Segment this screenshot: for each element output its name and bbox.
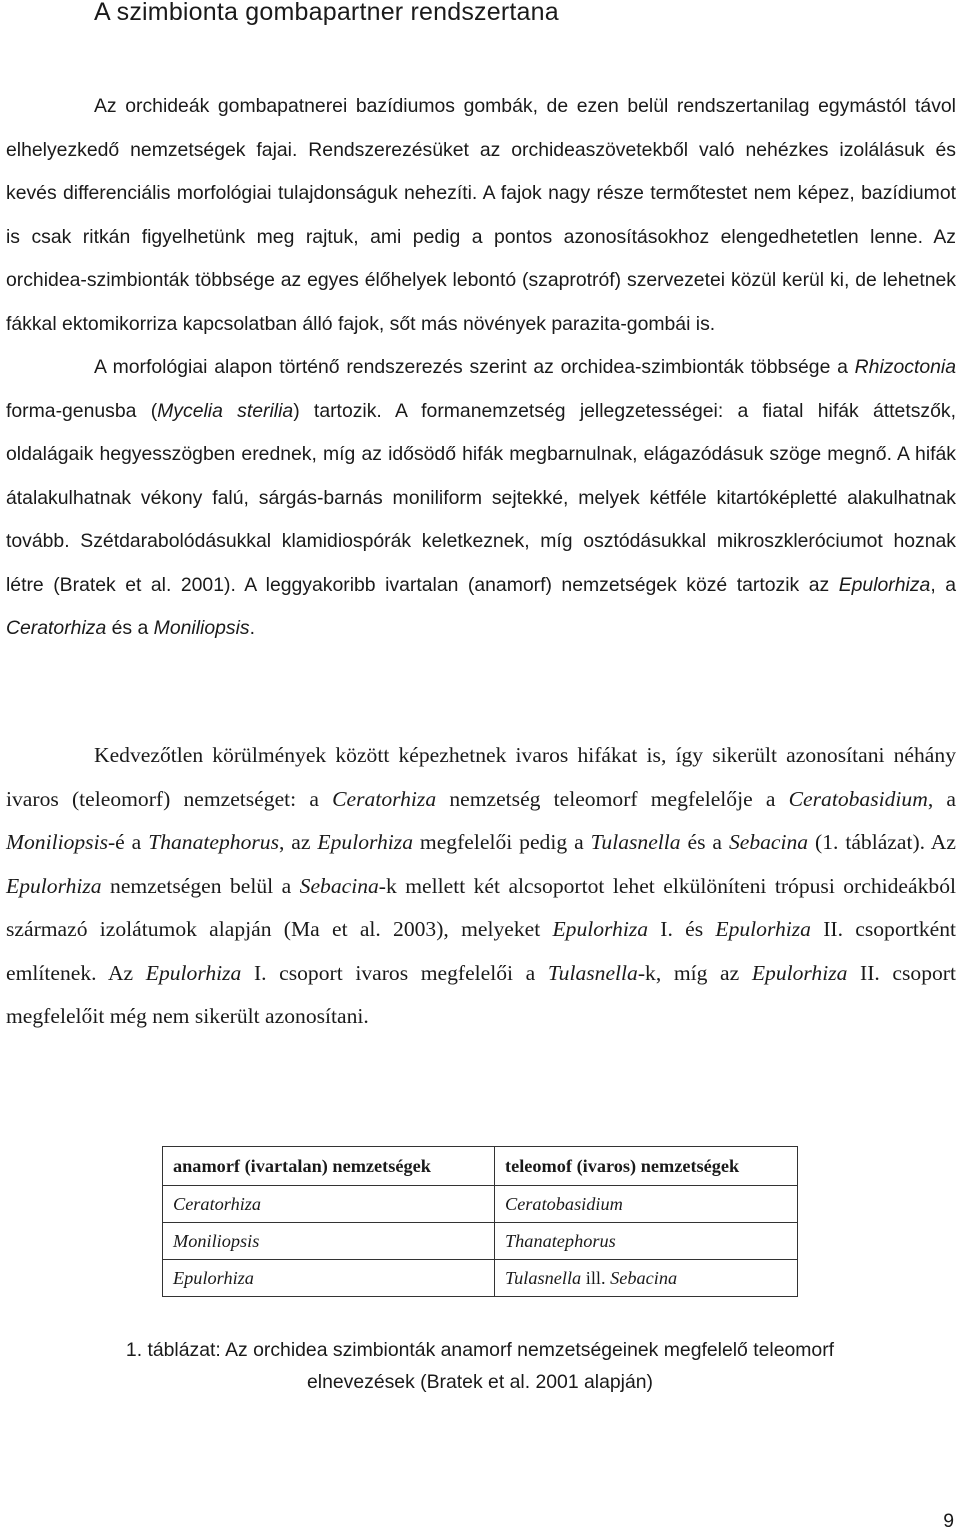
genera-table (162, 1146, 798, 1297)
genus-name: Sebacina (728, 830, 809, 854)
page-number: 9 (943, 1510, 954, 1532)
genus-name: Epulorhiza (173, 1267, 254, 1288)
genus-name: Moniliopsis (153, 617, 250, 639)
body-text-serif (6, 734, 956, 1039)
text-run: , a (927, 786, 956, 811)
genus-name: Epulorhiza (317, 830, 413, 854)
genus-name: Epulorhiza (145, 960, 242, 985)
table-header-row (163, 1147, 798, 1186)
text-run: (1. táblázat). Az (808, 830, 956, 854)
paragraph-2 (6, 346, 956, 651)
text-run: nemzetségen belül a (101, 873, 300, 898)
genus-name: Ceratorhiza (173, 1193, 262, 1214)
paragraph-3 (6, 734, 956, 1039)
table-row (163, 1223, 798, 1260)
genus-name: Thanatephorus (505, 1230, 616, 1251)
text-run: . (249, 617, 255, 639)
genus-name: Epulorhiza (6, 873, 102, 898)
text-run: II. csoport megfelelőit még nem sikerült azonosítani. (6, 960, 956, 1028)
text-run: -é a (107, 830, 149, 854)
cell-teleomorph (495, 1223, 798, 1260)
genus-name: Ceratobasidium (505, 1193, 623, 1214)
table-caption (0, 1334, 960, 1398)
text-run: A morfológiai alapon történő rendszerezés szerint az orchidea-szimbionták többsége a (94, 356, 855, 378)
text-run: Kedvezőtlen körülmények között képezhetnek ivaros hifákat is, így sikerült azonosítani néhány ivaros (teleomorf) nemzetséget: a (6, 743, 956, 811)
text-run: , az (278, 830, 318, 854)
cell-teleomorph (495, 1186, 798, 1223)
section-title: A szimbionta gombapartner rendszertana (94, 0, 559, 26)
genus-name: Ceratorhiza (332, 786, 437, 811)
header-anamorph: anamorf (ivartalan) nemzetségek (163, 1147, 495, 1186)
text-run: ) tartozik. A formanemzetség jellegzetességei: a fiatal hifák áttetszők, oldalágaik hegyesszögben erednek, míg az idősödő hifák megbarnulnak, elágazódásuk szöge megnő. A hifák átalakulhatnak vékony falú, sárgás-barnás moniliform sejtekké, melyek kétféle kitartóképletté alakulhatnak tovább. Szétdarabolódásukkal klamidiospórák keletkeznek, míg osztódásukkal mikroszkleróciumot hoznak létre (Bratek et al. 2001). A leggyakoribb ivartalan (anamorf) nemzetségek közé tartozik az (6, 399, 956, 596)
genus-name: Tulasnella (505, 1267, 582, 1288)
paragraph-1: Az orchideák gombapatnerei bazídiumos gombák, de ezen belül rendszertanilag egymástól távol elhelyezkedő nemzetségek fajai. Rendszerezésüket az orchideaszövetekből való nehézkes izolálásuk és kevés differenciális morfológiai tulajdonságuk nehezíti. A fajok nagy része termőtestet nem képez, bazídiumot is csak ritkán figyelhetünk meg rajtuk, ami pedig a pontos azonosításokhoz elengedhetetlen lenne. Az orchidea-szimbionták többsége az egyes élőhelyek lebontó (szaprotróf) szervezetei közül kerül ki, de lehetnek fákkal ektomikorriza kapcsolatban álló fajok, sőt más növények parazita-gombái is. (6, 95, 956, 335)
genus-name: Mycelia sterilia (157, 399, 294, 422)
cell-anamorph (163, 1186, 495, 1223)
table-row (163, 1186, 798, 1223)
text-run: és a (680, 830, 729, 854)
genus-name: Sebacina (299, 873, 379, 898)
header-teleomorph: teleomof (ivaros) nemzetségek (495, 1147, 798, 1186)
text-run: -k, míg az (637, 960, 752, 985)
genus-name: Epulorhiza (715, 917, 811, 941)
text-run: I. csoport ivaros megfelelői a (241, 960, 548, 985)
genus-name: Epulorhiza (552, 917, 649, 941)
text-run: nemzetség teleomorf megfelelője a (436, 786, 789, 811)
caption-line-1: 1. táblázat: Az orchidea szimbionták anamorf nemzetségeinek megfelelő teleomorf (125, 1339, 835, 1361)
body-text-sans (6, 85, 956, 651)
cell-anamorph (163, 1223, 495, 1260)
text-run: és a (106, 617, 154, 639)
text-run: ill. (581, 1267, 611, 1288)
cell-teleomorph (495, 1260, 798, 1297)
genus-name: Moniliopsis (173, 1230, 260, 1251)
text-run: megfelelői pedig a (413, 830, 591, 854)
text-run: II. csoportként említenek. Az (6, 917, 957, 985)
cell-anamorph (163, 1260, 495, 1297)
text-run: -k mellett két alcsoportot lehet elkülöníteni trópusi orchideákból származó izolátumok alapján (Ma et al. 2003), melyeket (6, 873, 956, 941)
genus-name: Ceratorhiza (6, 617, 107, 639)
genus-name: Ceratobasidium (788, 786, 928, 811)
text-run: I. és (648, 917, 716, 941)
text-run: forma-genusba ( (6, 399, 158, 422)
genus-name: Epulorhiza (751, 960, 848, 985)
genus-name: Moniliopsis (6, 830, 108, 854)
table-row (163, 1260, 798, 1297)
genus-name: Sebacina (610, 1267, 678, 1288)
genus-name: Tulasnella (590, 830, 681, 854)
genus-name: Epulorhiza (838, 573, 931, 596)
text-run: , a (930, 573, 956, 596)
genus-name: Thanatephorus (148, 830, 279, 854)
genus-name: Tulasnella (547, 960, 638, 985)
caption-line-2: elnevezések (Bratek et al. 2001 alapján) (306, 1371, 653, 1393)
genus-name: Rhizoctonia (854, 356, 956, 378)
